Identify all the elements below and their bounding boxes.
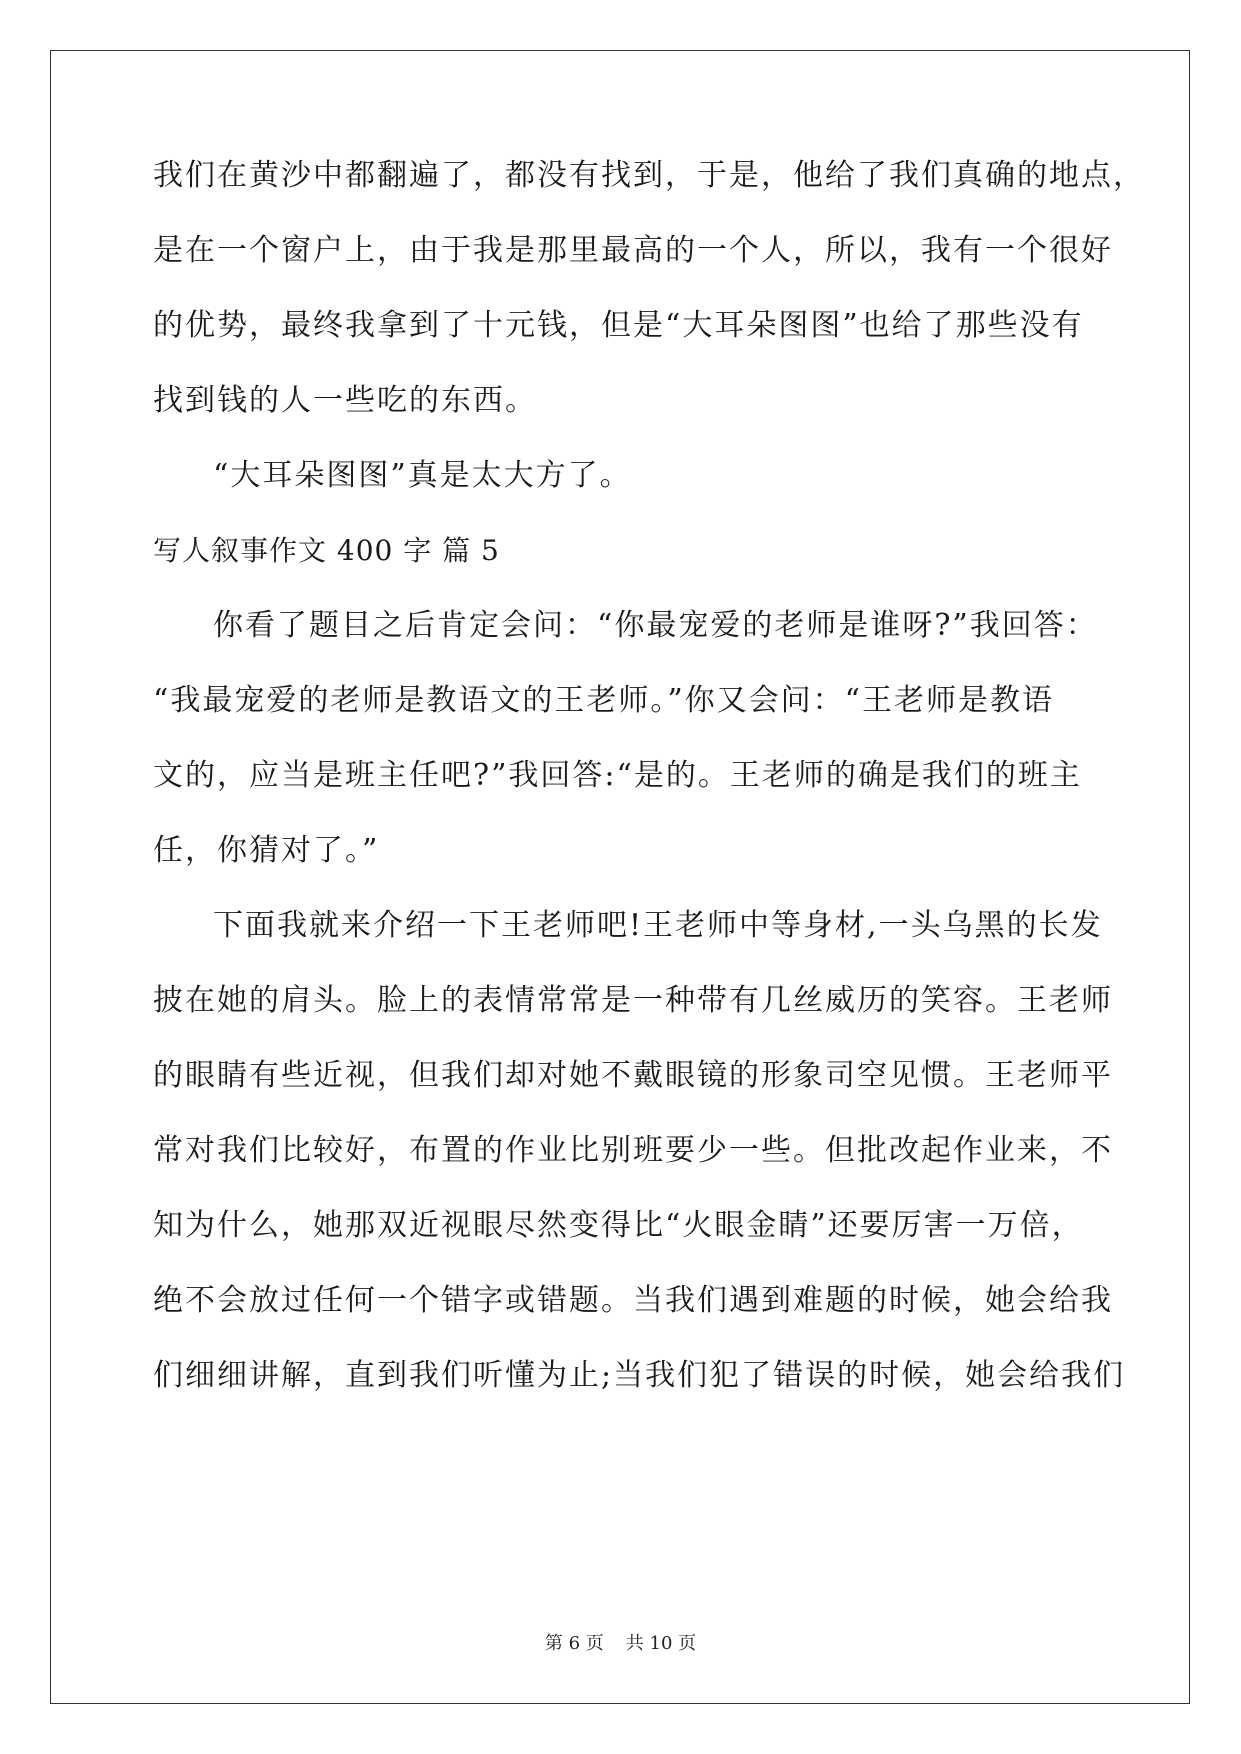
text-line: 披在她的肩头。脸上的表情常常是一种带有几丝威历的笑容。王老师 [153, 983, 1113, 1018]
section-heading: 写人叙事作文 400 字 篇 5 [153, 534, 500, 567]
text-line: 找到钱的人一些吃的东西。 [153, 383, 537, 418]
text-line: 们细细讲解，直到我们听懂为止;当我们犯了错误的时候，她会给我们 [153, 1358, 1126, 1393]
text-line: 我们在黄沙中都翻遍了，都没有找到，于是，他给了我们真确的地点， [153, 158, 1145, 193]
page-footer [0, 1629, 1241, 1655]
paragraph-line: “大耳朵图图”真是太大方了。 [213, 458, 632, 493]
paragraph-line: 下面我就来介绍一下王老师吧!王老师中等身材,一头乌黑的长发 [213, 908, 1103, 943]
paragraph-line: 你看了题目之后肯定会问：“你最宠爱的老师是谁呀?”我回答： [213, 608, 1098, 643]
text-line: 绝不会放过任何一个错字或错题。当我们遇到难题的时候，她会给我 [153, 1283, 1113, 1318]
page-total: 共 10 页 [625, 1633, 697, 1654]
text-line: “我最宠爱的老师是教语文的王老师。”你又会问：“王老师是教语 [153, 683, 1055, 718]
text-line: 文的，应当是班主任吧?”我回答:“是的。王老师的确是我们的班主 [153, 758, 1082, 793]
text-line: 的眼睛有些近视，但我们却对她不戴眼镜的形象司空见惯。王老师平 [153, 1058, 1113, 1093]
text-line: 是在一个窗户上，由于我是那里最高的一个人，所以，我有一个很好 [153, 233, 1113, 268]
text-line: 知为什么，她那双近视眼尽然变得比“火眼金睛”还要厉害一万倍， [153, 1208, 1084, 1243]
page-number: 第 6 页 [544, 1633, 604, 1654]
page-border [50, 50, 1190, 1704]
text-line: 任，你猜对了。” [153, 833, 380, 868]
text-line: 的优势，最终我拿到了十元钱，但是“大耳朵图图”也给了那些没有 [153, 308, 1084, 343]
text-line: 常对我们比较好，布置的作业比别班要少一些。但批改起作业来，不 [153, 1133, 1113, 1168]
